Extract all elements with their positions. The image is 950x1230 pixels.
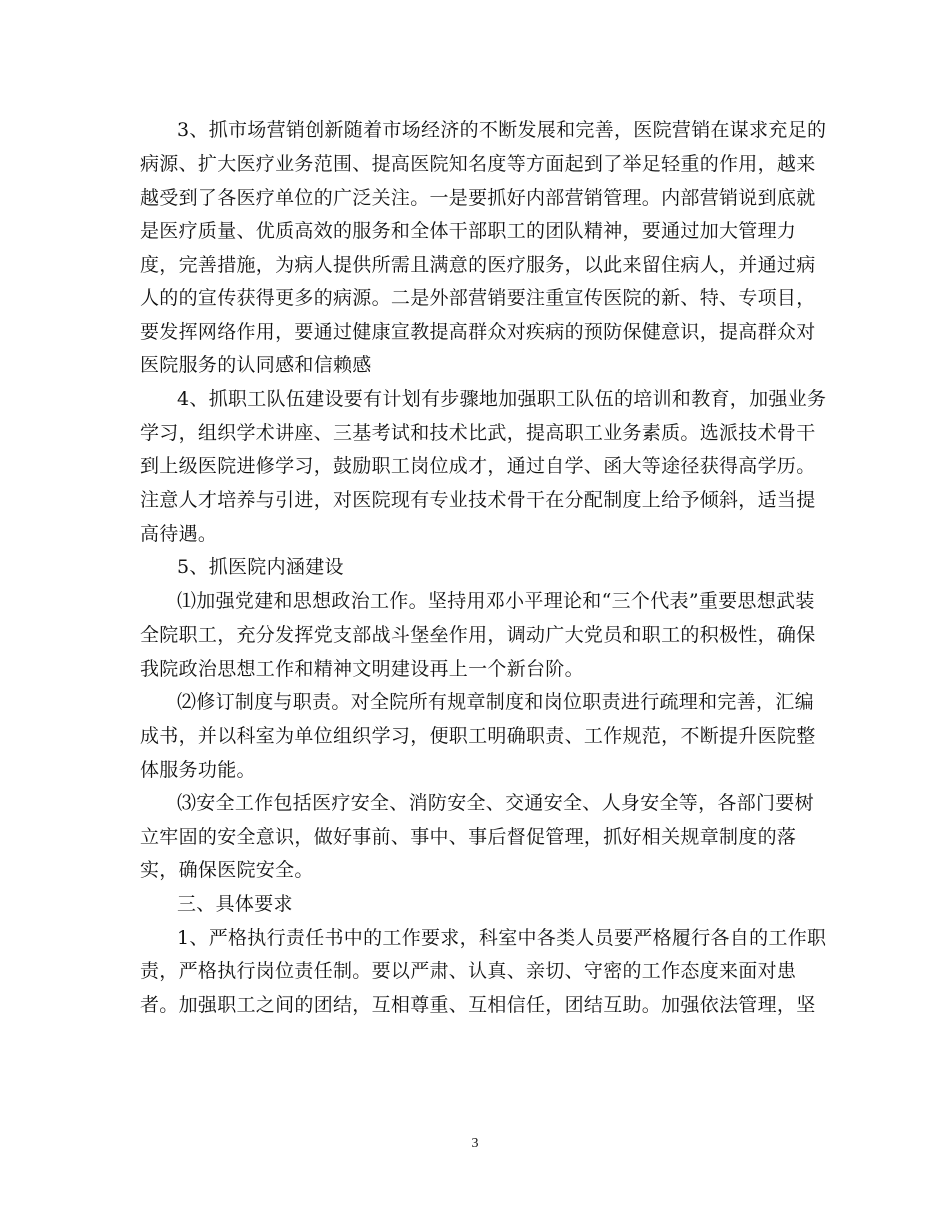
text-line: 高待遇。 <box>140 523 218 545</box>
text-line: 3、抓市场营销创新随着市场经济的不断发展和完善，医院营销在谋求充足的 <box>177 119 827 141</box>
text-line: 越受到了各医疗单位的广泛关注。一是要抓好内部营销管理。内部营销说到底就 <box>140 187 816 209</box>
text-line: 立牢固的安全意识，做好事前、事中、事后督促管理，抓好相关规章制度的落 <box>140 826 797 848</box>
text-line: ⑶安全工作包括医疗安全、消防安全、交通安全、人身安全等，各部门要树 <box>177 792 814 814</box>
text-line: 到上级医院进修学习，鼓励职工岗位成才，通过自学、函大等途径获得高学历。 <box>140 455 816 477</box>
text-line: 度，完善措施，为病人提供所需且满意的医疗服务，以此来留住病人，并通过病 <box>140 254 816 276</box>
text-line: ⑴加强党建和思想政治工作。坚持用邓小平理论和“三个代表”重要思想武装 <box>177 590 815 612</box>
text-line: 者。加强职工之间的团结，互相尊重、互相信任，团结互助。加强依法管理，坚 <box>140 994 816 1016</box>
text-line: 4、抓职工队伍建设要有计划有步骤地加强职工队伍的培训和教育，加强业务 <box>177 388 827 410</box>
text-line: 学习，组织学术讲座、三基考试和技术比武，提高职工业务素质。选派技术骨干 <box>140 422 816 444</box>
text-line: 我院政治思想工作和精神文明建设再上一个新台阶。 <box>140 658 584 680</box>
text-line: 成书，并以科室为单位组织学习，便职工明确职责、工作规范，不断提升医院整 <box>140 725 816 747</box>
text-line: 是医疗质量、优质高效的服务和全体干部职工的团队精神，要通过加大管理力 <box>140 220 797 242</box>
text-line: 体服务功能。 <box>140 759 256 781</box>
text-line: 要发挥网络作用，要通过健康宣教提高群众对疾病的预防保健意识，提高群众对 <box>140 321 816 343</box>
text-line: 责，严格执行岗位责任制。要以严肃、认真、亲切、守密的工作态度来面对患 <box>140 960 797 982</box>
text-line: 病源、扩大医疗业务范围、提高医院知名度等方面起到了举足轻重的作用，越来 <box>140 153 816 175</box>
text-line: ⑵修订制度与职责。对全院所有规章制度和岗位职责进行疏理和完善，汇编 <box>177 691 814 713</box>
text-line: 1、严格执行责任书中的工作要求，科室中各类人员要严格履行各自的工作职 <box>177 927 827 949</box>
text-line: 全院职工，充分发挥党支部战斗堡垒作用，调动广大党员和职工的积极性，确保 <box>140 624 816 646</box>
text-line: 人的的宣传获得更多的病源。二是外部营销要注重宣传医院的新、特、专项目， <box>140 287 816 309</box>
text-line: 医院服务的认同感和信赖感 <box>140 354 372 376</box>
section-heading: 5、抓医院内涵建设 <box>177 556 344 578</box>
section-heading: 三、具体要求 <box>177 893 293 915</box>
page-number: 3 <box>471 1136 479 1151</box>
text-line: 实，确保医院安全。 <box>140 859 314 881</box>
text-line: 注意人才培养与引进，对医院现有专业技术骨干在分配制度上给予倾斜，适当提 <box>140 489 816 511</box>
